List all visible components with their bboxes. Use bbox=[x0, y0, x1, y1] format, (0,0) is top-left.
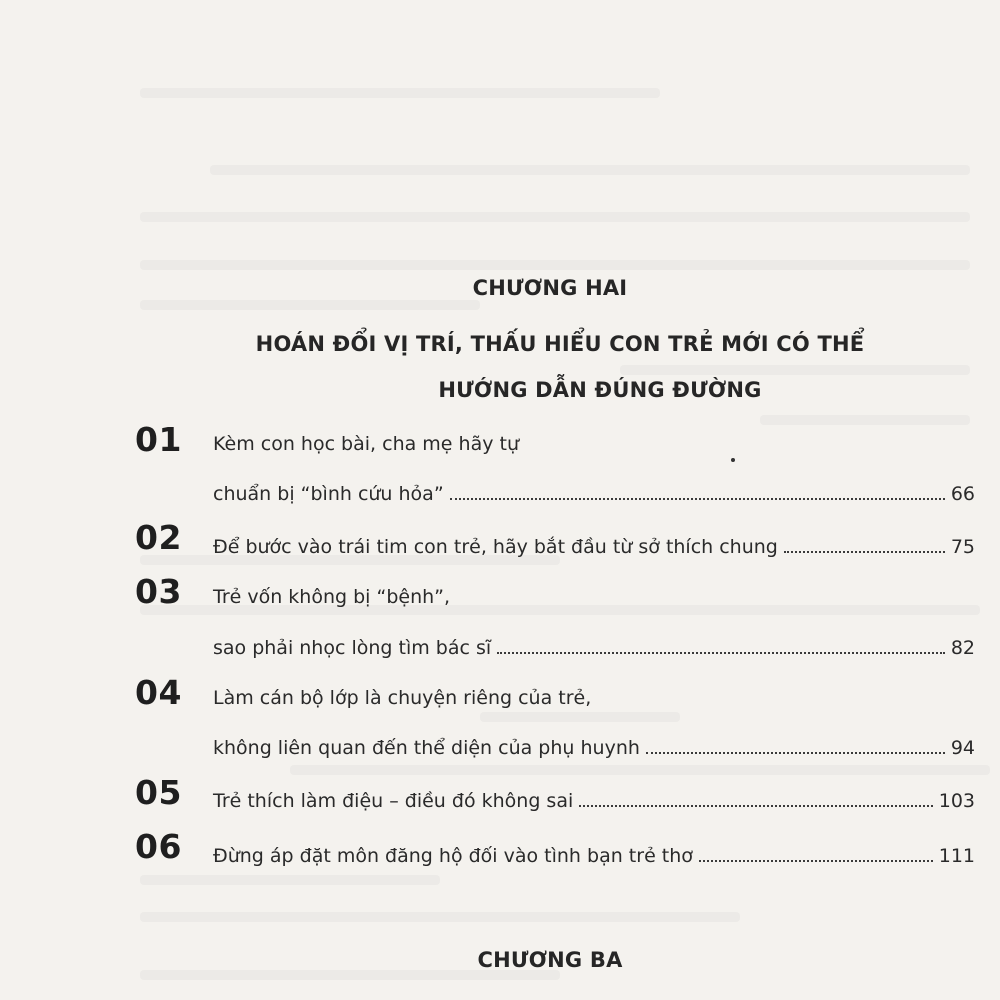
dot-leader bbox=[646, 751, 945, 754]
entry-text: Trẻ vốn không bị “bệnh”, bbox=[213, 586, 451, 608]
entry-text: Đừng áp đặt môn đăng hộ đối vào tình bạn trẻ thơ bbox=[213, 845, 693, 867]
chapter-title-line2: HƯỚNG DẪN ĐÚNG ĐƯỜNG bbox=[438, 378, 762, 402]
entry-text: sao phải nhọc lòng tìm bác sĩ bbox=[213, 637, 492, 659]
entry-number: 05 bbox=[135, 773, 182, 812]
page-number: 103 bbox=[938, 790, 975, 812]
page-number: 82 bbox=[950, 637, 975, 659]
entry-title-line1 bbox=[213, 844, 975, 868]
entry-text: Để bước vào trái tim con trẻ, hãy bắt đầu từ sở thích chung bbox=[213, 536, 778, 558]
entry-text: Trẻ thích làm điệu – điều đó không sai bbox=[213, 790, 574, 812]
entry-title-line1 bbox=[213, 432, 975, 456]
dot-leader bbox=[497, 651, 945, 654]
entry-text: Làm cán bộ lớp là chuyện riêng của trẻ, bbox=[213, 687, 592, 709]
entry-number: 02 bbox=[135, 518, 182, 557]
entry-text: chuẩn bị “bình cứu hỏa” bbox=[213, 483, 444, 505]
entry-text: Kèm con học bài, cha mẹ hãy tự bbox=[213, 433, 519, 455]
page-number: 111 bbox=[938, 845, 975, 867]
print-speck bbox=[731, 458, 735, 462]
dot-leader bbox=[579, 804, 932, 807]
page-number: 75 bbox=[950, 536, 975, 558]
entry-title-line2 bbox=[213, 636, 975, 660]
entry-title-line1 bbox=[213, 789, 975, 813]
entry-number: 03 bbox=[135, 572, 182, 611]
dot-leader bbox=[699, 859, 933, 862]
chapter-label: CHƯƠNG HAI bbox=[472, 276, 628, 300]
entry-text: không liên quan đến thể diện của phụ huynh bbox=[213, 737, 640, 759]
entry-number: 04 bbox=[135, 673, 182, 712]
entry-title-line2 bbox=[213, 482, 975, 506]
entry-number: 06 bbox=[135, 827, 182, 866]
entry-title-line1 bbox=[213, 686, 975, 710]
chapter-title-line1: HOÁN ĐỔI VỊ TRÍ, THẤU HIỂU CON TRẺ MỚI CÓ THỂ bbox=[255, 332, 865, 356]
dot-leader bbox=[784, 550, 945, 553]
entry-title-line1 bbox=[213, 535, 975, 559]
entry-title-line1 bbox=[213, 585, 975, 609]
dot-leader bbox=[450, 497, 945, 500]
page-number: 66 bbox=[950, 483, 975, 505]
page-number: 94 bbox=[950, 737, 975, 759]
next-chapter-label: CHƯƠNG BA bbox=[477, 948, 623, 972]
entry-title-line2 bbox=[213, 736, 975, 760]
entry-number: 01 bbox=[135, 420, 182, 459]
